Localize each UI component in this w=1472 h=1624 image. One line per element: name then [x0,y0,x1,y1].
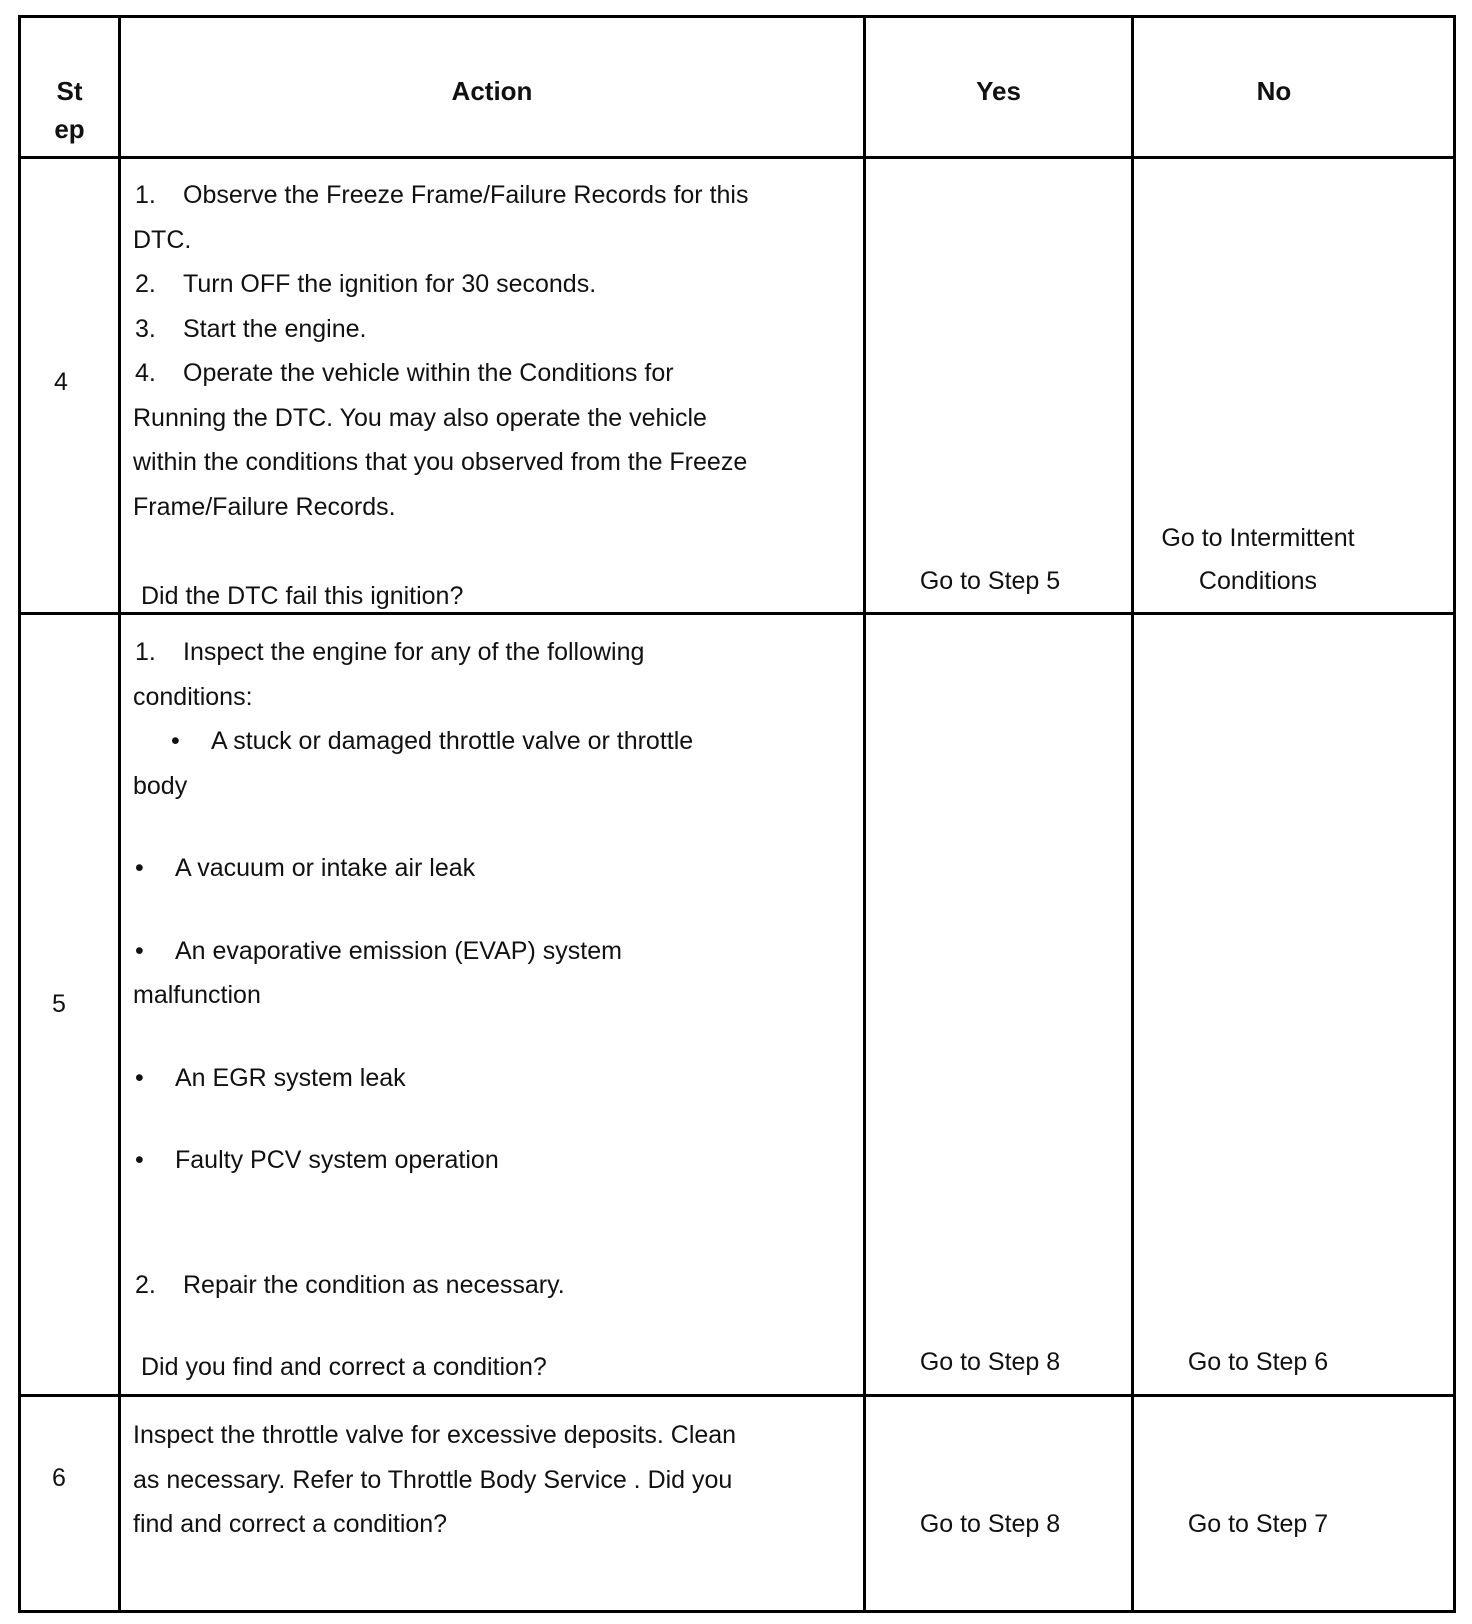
action-line: Running the DTC. You may also operate the vehicle [133,403,707,432]
header-no: No [1256,76,1292,106]
action-line: 1. Inspect the engine for any of the following [135,638,645,666]
step-6-action [133,1413,736,1547]
bullet-item: • An EGR system leak [135,1063,406,1092]
action-line: as necessary. Refer to Throttle Body Service . Did you [133,1465,733,1494]
no-answer: Go to Step 7 [1187,1510,1329,1538]
action-line: malfunction [133,981,261,1009]
action-blank [133,1307,693,1345]
bullet-item: • Faulty PCV system operation [135,1146,499,1174]
diagnostic-table [18,15,1456,1613]
action-question: Did you find and correct a condition? [141,1353,547,1381]
no-answer-line: Go to Intermittent [1161,524,1355,552]
step-4-action [133,173,748,618]
action-question: Did the DTC fail this ignition? [141,581,464,610]
action-blank [133,529,748,574]
action-blank [133,891,693,929]
step-5-action [133,630,693,1390]
no-answer: Go to Step 6 [1187,1348,1329,1376]
action-line: 2. Turn OFF the ignition for 30 seconds. [135,270,597,298]
yes-answer: Go to Step 5 [919,567,1061,595]
step-number: 5 [52,990,66,1018]
header-action: Action [451,76,533,106]
action-line: Frame/Failure Records. [133,492,396,521]
bullet-item: • A vacuum or intake air leak [135,854,476,882]
yes-answer: Go to Step 8 [919,1510,1061,1538]
action-blank [133,808,693,846]
action-line: 3. Start the engine. [135,314,367,343]
action-blank [133,1183,693,1263]
action-blank [133,1018,693,1056]
no-answer-line: Conditions [1198,567,1318,595]
action-line: body [133,771,188,800]
step-number: 4 [54,368,68,396]
row-divider [21,1394,1453,1397]
action-blank [133,1100,693,1138]
action-line: 2. Repair the condition as necessary. [135,1270,565,1299]
header-step: St ep [54,76,85,144]
header-yes: Yes [976,76,1021,106]
yes-answer: Go to Step 8 [919,1348,1061,1376]
bullet-item: • A stuck or damaged throttle valve or throttle [171,727,694,755]
column-divider [118,18,121,1610]
bullet-item: • An evaporative emission (EVAP) system [135,936,622,965]
action-line: within the conditions that you observed from the Freeze [133,448,748,476]
action-line: 1. Observe the Freeze Frame/Failure Records for this [135,181,749,209]
step-number: 6 [52,1464,66,1492]
action-line: 4. Operate the vehicle within the Conditions for [135,359,674,387]
action-line: Inspect the throttle valve for excessive deposits. Clean [133,1421,737,1449]
row-divider [21,156,1453,159]
action-line: find and correct a condition? [133,1510,448,1538]
action-line: DTC. [133,225,192,254]
action-line: conditions: [133,682,253,711]
